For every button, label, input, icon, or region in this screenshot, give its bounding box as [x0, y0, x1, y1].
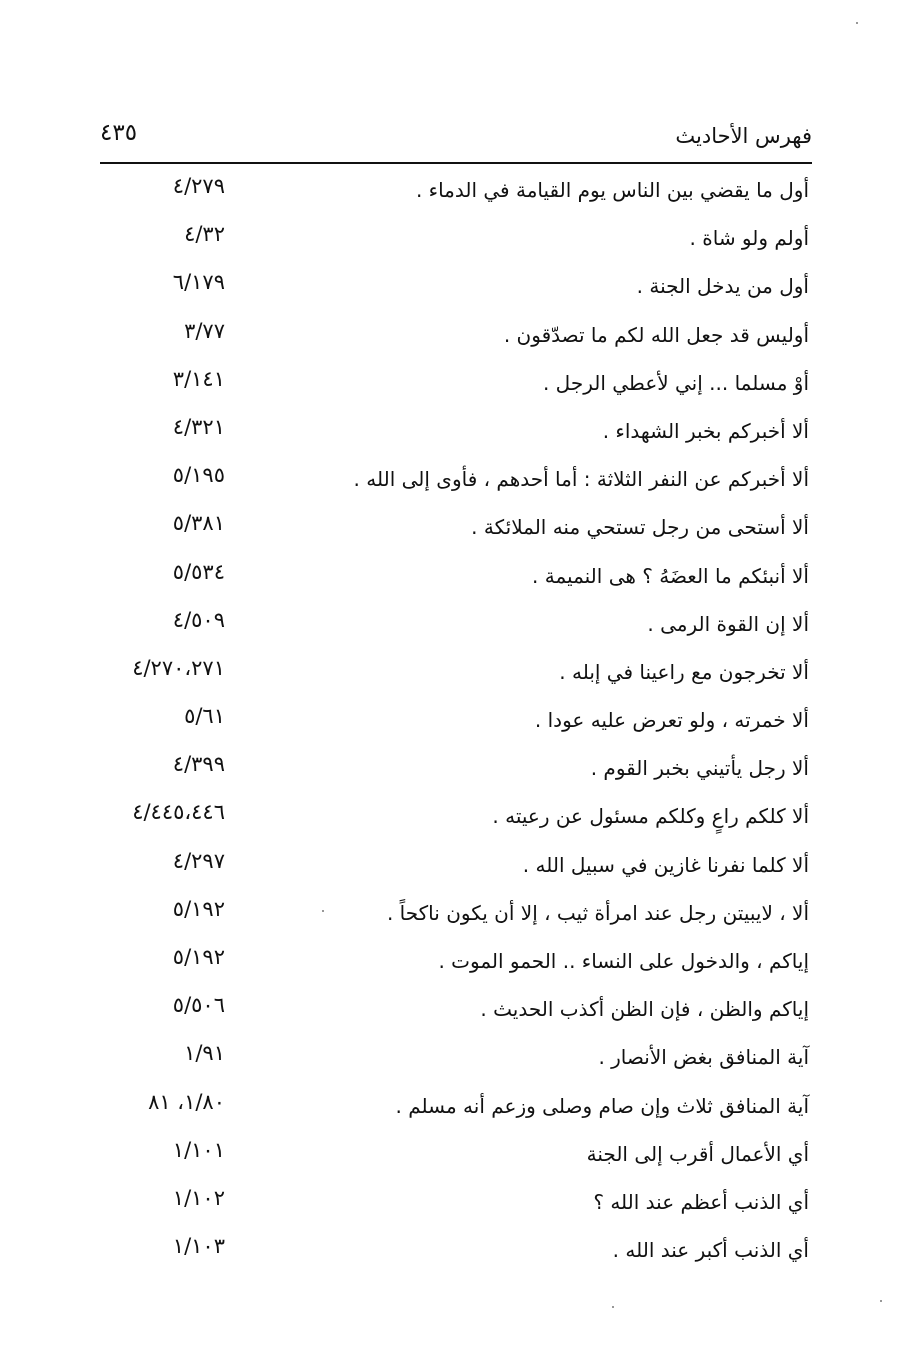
index-entry — [0, 985, 897, 1033]
volume-page-reference: ٤/٥٠٩ — [172, 607, 225, 632]
index-entry — [0, 1226, 897, 1274]
volume-page-reference: ٥/٣٨١ — [172, 511, 225, 536]
volume-page-reference: ٤/٣٩٩ — [172, 752, 225, 777]
volume-page-reference: ٦/١٧٩ — [172, 270, 225, 295]
header-divider — [100, 162, 812, 164]
hadith-text: آية المنافق ثلاث وإن صام وصلى وزعم أنه مسلم . — [395, 1093, 809, 1118]
volume-page-reference: ٤/٤٤٥،٤٤٦ — [132, 800, 225, 825]
hadith-text: أوْ مسلما ... إني لأعطي الرجل . — [542, 370, 809, 395]
index-entry — [0, 696, 897, 744]
index-entry — [0, 359, 897, 407]
index-entry — [0, 311, 897, 359]
hadith-text: ألا رجل يأتيني بخبر القوم . — [590, 756, 809, 781]
index-entry — [0, 407, 897, 455]
hadith-text: ألا أخبركم عن النفر الثلاثة : أما أحدهم ، فأوى إلى الله . — [353, 467, 809, 492]
index-entry — [0, 648, 897, 696]
index-entry — [0, 937, 897, 985]
hadith-text: ألا كلما نفرنا غازين في سبيل الله . — [522, 852, 809, 877]
hadith-text: ألا تخرجون مع راعينا في إبله . — [559, 659, 809, 684]
volume-page-reference: ٣/٧٧ — [184, 318, 225, 343]
hadith-text: أي الذنب أعظم عند الله ؟ — [593, 1189, 809, 1214]
volume-page-reference: ٥/١٩٢ — [172, 896, 225, 921]
volume-page-reference: ٤/٣٢ — [184, 222, 225, 247]
page-title: فهرس الأحاديث — [675, 124, 812, 148]
index-entry — [0, 503, 897, 551]
volume-page-reference: ٥/٥٣٤ — [172, 559, 225, 584]
hadith-text: إياكم والظن ، فإن الظن أكذب الحديث . — [480, 997, 809, 1022]
hadith-text: ألا أخبركم بخبر الشهداء . — [602, 418, 809, 443]
scan-speck — [322, 910, 324, 912]
volume-page-reference: ٣/١٤١ — [172, 366, 225, 391]
volume-page-reference: ٥/٥٠٦ — [172, 993, 225, 1018]
volume-page-reference: ٤/٢٧٩ — [172, 174, 225, 198]
index-entry — [0, 1082, 897, 1130]
hadith-index-list — [0, 166, 897, 1274]
scan-speck — [612, 1306, 614, 1308]
hadith-text: أوليس قد جعل الله لكم ما تصدّقون . — [503, 322, 809, 347]
index-entry — [0, 841, 897, 889]
volume-page-reference: ٥/٦١ — [184, 704, 225, 729]
volume-page-reference: ١/١٠٢ — [172, 1185, 225, 1210]
hadith-text: ألا إن القوة الرمى . — [647, 611, 809, 636]
volume-page-reference: ٥/١٩٥ — [172, 463, 225, 488]
hadith-text: أولم ولو شاة . — [689, 226, 809, 251]
volume-page-reference: ٤/٣٢١ — [172, 414, 225, 439]
hadith-text: ألا أستحى من رجل تستحي منه الملائكة . — [471, 515, 809, 540]
hadith-text: أول من يدخل الجنة . — [636, 274, 809, 299]
index-entry — [0, 166, 897, 214]
hadith-text: أي الذنب أكبر عند الله . — [612, 1238, 809, 1263]
volume-page-reference: ١/١٠١ — [172, 1137, 225, 1162]
hadith-text: آية المنافق بغض الأنصار . — [598, 1045, 809, 1070]
index-entry — [0, 744, 897, 792]
volume-page-reference: ١/١٠٣ — [172, 1234, 225, 1259]
index-entry — [0, 792, 897, 840]
volume-page-reference: ٤/٢٧٠،٢٧١ — [132, 655, 225, 680]
volume-page-reference: ١/٨٠، ٨١ — [148, 1089, 225, 1114]
index-entry — [0, 1178, 897, 1226]
index-entry — [0, 889, 897, 937]
index-entry — [0, 455, 897, 503]
hadith-text: ألا خمرته ، ولو تعرض عليه عودا . — [534, 708, 809, 733]
volume-page-reference: ٤/٢٩٧ — [172, 848, 225, 873]
scan-speck — [856, 22, 858, 24]
hadith-text: أول ما يقضي بين الناس يوم القيامة في الدماء . — [415, 178, 809, 202]
index-entry — [0, 1130, 897, 1178]
hadith-text: أي الأعمال أقرب إلى الجنة — [586, 1141, 809, 1166]
hadith-text: ألا ، لايبيتن رجل عند امرأة ثيب ، إلا أن يكون ناكحاً . — [386, 900, 809, 925]
index-entry — [0, 552, 897, 600]
index-entry — [0, 1033, 897, 1081]
hadith-text: إياكم ، والدخول على النساء .. الحمو الموت . — [438, 949, 809, 973]
hadith-text: ألا أنبئكم ما العضَهُ ؟ هى النميمة . — [532, 563, 809, 588]
scan-speck — [880, 1300, 882, 1302]
volume-page-reference: ١/٩١ — [184, 1041, 225, 1066]
page-number: ٤٣٥ — [100, 120, 138, 146]
volume-page-reference: ٥/١٩٢ — [172, 945, 225, 969]
index-entry — [0, 262, 897, 310]
hadith-text: ألا كلكم راعٍ وكلكم مسئول عن رعيته . — [492, 804, 809, 829]
index-entry — [0, 214, 897, 262]
index-entry — [0, 600, 897, 648]
page-header — [100, 120, 812, 160]
